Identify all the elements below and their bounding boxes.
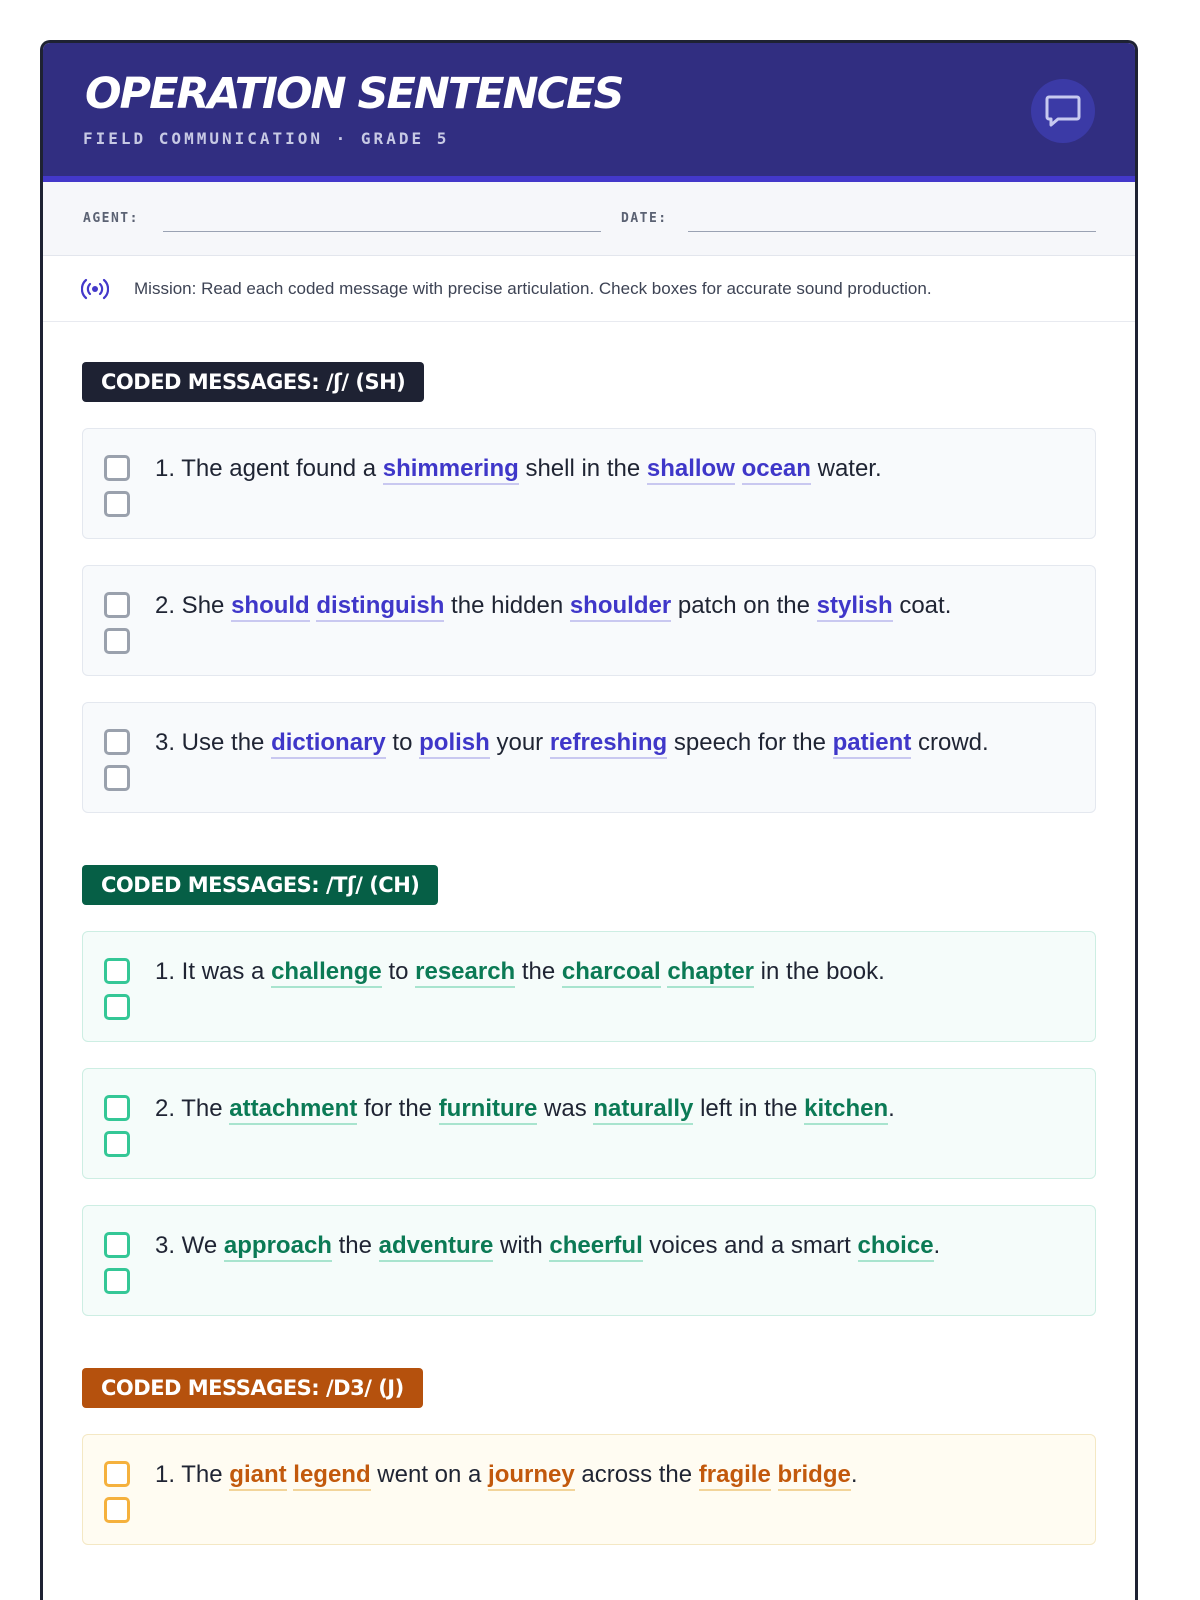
- sentence-text: .: [888, 1095, 895, 1122]
- checkbox[interactable]: [104, 1232, 130, 1258]
- sentence-text: 2. She: [155, 592, 232, 619]
- message-card: [82, 1434, 1096, 1545]
- sentence-text: for the: [357, 1095, 439, 1122]
- sentence-text: 1. The: [155, 1461, 230, 1488]
- agent-label: AGENT:: [83, 211, 139, 226]
- sentence: [155, 592, 951, 620]
- checkbox[interactable]: [104, 994, 130, 1020]
- sentence: [155, 1461, 858, 1489]
- target-word: ocean: [742, 455, 811, 485]
- checkbox[interactable]: [104, 455, 130, 481]
- mission-banner: [43, 256, 1135, 322]
- sentence-text: the: [515, 958, 562, 985]
- sentence-text: [771, 1461, 778, 1488]
- sentence-text: water.: [810, 455, 882, 482]
- sentence: [155, 729, 989, 757]
- target-word: distinguish: [316, 592, 444, 622]
- sentence: [155, 958, 885, 986]
- target-word: legend: [293, 1461, 370, 1491]
- mission-text: Mission: Read each coded message with precise articulation. Check boxes for accurate sound production.: [134, 279, 932, 298]
- target-word: refreshing: [550, 729, 667, 759]
- target-word: furniture: [439, 1095, 538, 1125]
- sentence-text: to: [385, 729, 420, 756]
- target-word: research: [415, 958, 515, 988]
- sentence-text: voices and a smart: [642, 1232, 858, 1259]
- message-card: [82, 1068, 1096, 1179]
- target-word: shoulder: [570, 592, 671, 622]
- sentence-text: across the: [574, 1461, 699, 1488]
- checkbox[interactable]: [104, 592, 130, 618]
- target-word: polish: [419, 729, 490, 759]
- sentence-text: in the book.: [754, 958, 885, 985]
- sentence-text: coat.: [892, 592, 952, 619]
- chat-button[interactable]: [1031, 79, 1095, 143]
- checkbox[interactable]: [104, 958, 130, 984]
- target-word: approach: [224, 1232, 332, 1262]
- target-word: patient: [833, 729, 912, 759]
- target-word: dictionary: [271, 729, 386, 759]
- sentence-text: patch on the: [671, 592, 817, 619]
- sentence-text: the: [331, 1232, 379, 1259]
- sentence-text: .: [850, 1461, 858, 1488]
- sentence-text: shell in the: [518, 455, 647, 482]
- sentence-text: with: [493, 1232, 550, 1259]
- page-title: OPERATION SENTENCES: [85, 69, 623, 119]
- sentence-text: your: [489, 729, 550, 756]
- message-card: [82, 565, 1096, 676]
- target-word: shimmering: [383, 455, 519, 485]
- chat-bubble-icon: [1044, 93, 1082, 129]
- worksheet: [40, 40, 1138, 1600]
- checkbox[interactable]: [104, 1131, 130, 1157]
- target-word: kitchen: [804, 1095, 888, 1125]
- target-word: charcoal: [562, 958, 661, 988]
- target-word: stylish: [817, 592, 893, 622]
- target-word: choice: [858, 1232, 934, 1262]
- date-label: DATE:: [621, 211, 668, 226]
- sentence-text: 1. The agent found a: [155, 455, 383, 482]
- agent-date-row: [43, 182, 1135, 256]
- section-badge: CODED MESSAGES: /Tʃ/ (CH): [82, 865, 438, 905]
- date-field[interactable]: [688, 231, 1096, 232]
- target-word: journey: [488, 1461, 575, 1491]
- target-word: chapter: [667, 958, 754, 988]
- target-word: bridge: [778, 1461, 851, 1491]
- message-card: [82, 428, 1096, 539]
- checkbox[interactable]: [104, 765, 130, 791]
- section-badge: CODED MESSAGES: /ʃ/ (SH): [82, 362, 424, 402]
- target-word: challenge: [271, 958, 382, 988]
- sentence-text: left in the: [693, 1095, 805, 1122]
- message-card: [82, 931, 1096, 1042]
- sentence-text: 3. We: [155, 1232, 224, 1259]
- checkbox[interactable]: [104, 1095, 130, 1121]
- worksheet-header: [43, 43, 1135, 182]
- page-subtitle: FIELD COMMUNICATION · GRADE 5: [83, 129, 450, 148]
- target-word: adventure: [379, 1232, 494, 1262]
- target-word: should: [231, 592, 310, 622]
- sentence: [155, 1232, 940, 1260]
- section-badge: CODED MESSAGES: /D3/ (J): [82, 1368, 423, 1408]
- target-word: cheerful: [549, 1232, 642, 1262]
- checkbox[interactable]: [104, 491, 130, 517]
- sentence: [155, 1095, 895, 1123]
- target-word: giant: [229, 1461, 286, 1491]
- sentence-text: [735, 455, 742, 482]
- broadcast-icon: [81, 278, 109, 300]
- sentence-text: .: [933, 1232, 941, 1259]
- checkbox[interactable]: [104, 729, 130, 755]
- target-word: attachment: [229, 1095, 357, 1125]
- sentence-text: 3. Use the: [155, 729, 272, 756]
- agent-field[interactable]: [163, 231, 601, 232]
- sentence-text: the hidden: [444, 592, 570, 619]
- sentence-text: 2. The: [155, 1095, 230, 1122]
- checkbox[interactable]: [104, 1268, 130, 1294]
- sentence-text: to: [381, 958, 416, 985]
- sentence-text: was: [537, 1095, 594, 1122]
- sentence-text: speech for the: [667, 729, 833, 756]
- message-card: [82, 702, 1096, 813]
- sentence: [155, 455, 882, 483]
- sentence-text: crowd.: [911, 729, 989, 756]
- sentence-text: 1. It was a: [155, 958, 272, 985]
- message-card: [82, 1205, 1096, 1316]
- checkbox[interactable]: [104, 1461, 130, 1487]
- checkbox[interactable]: [104, 628, 130, 654]
- sentence-text: went on a: [370, 1461, 489, 1488]
- target-word: shallow: [647, 455, 735, 485]
- target-word: naturally: [593, 1095, 693, 1125]
- checkbox[interactable]: [104, 1497, 130, 1523]
- target-word: fragile: [699, 1461, 771, 1491]
